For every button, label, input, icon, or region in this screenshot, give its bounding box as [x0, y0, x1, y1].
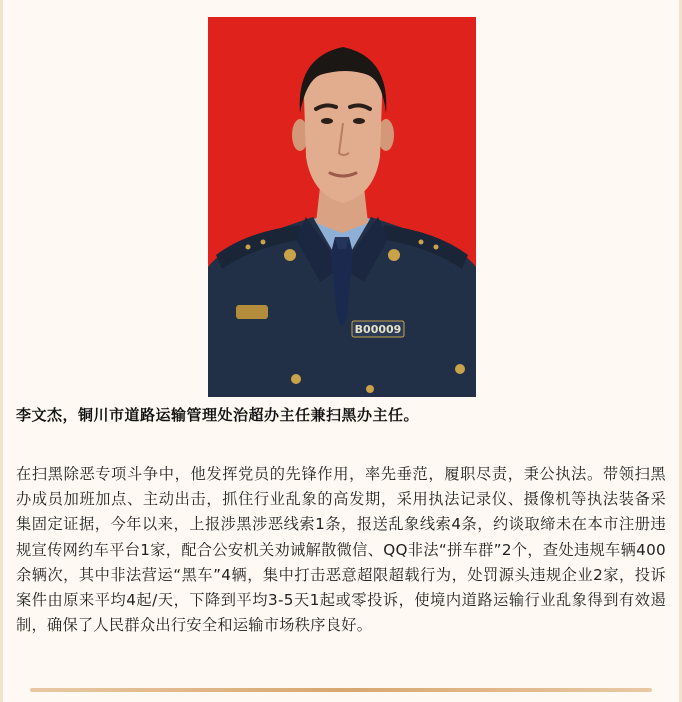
- footer-divider: [30, 688, 652, 692]
- photo-caption: 李文杰，铜川市道路运输管理处治超办主任兼扫黑办主任。: [16, 406, 420, 424]
- badge-number: B00009: [354, 323, 402, 336]
- portrait-photo: [208, 17, 476, 397]
- page-frame-left: [0, 0, 3, 702]
- article-body: 在扫黑除恶专项斗争中，他发挥党员的先锋作用，率先垂范，履职尽责，秉公执法。带领扫黑办成员加班加点、主动出击，抓住行业乱象的高发期，采用执法记录仪、摄像机等执法装备采集固定证据，今年以来，上报涉黑涉恶线索1条，报送乱象线索4条，约谈取缔未在本市注册违规宣传网约车平台1家，配合公安机关劝诫解散微信、QQ非法“拼车群”2个，查处违规车辆400余辆次，其中非法营运“黑车”4辆，集中打击恶意超限超载行为，处罚源头违规企业2家，投诉案件由原来平均4起/天，下降到平均3-5天1起或零投诉，使境内道路运输行业乱象得到有效遏制，确保了人民群众出行安全和运输市场秩序良好。: [16, 465, 666, 635]
